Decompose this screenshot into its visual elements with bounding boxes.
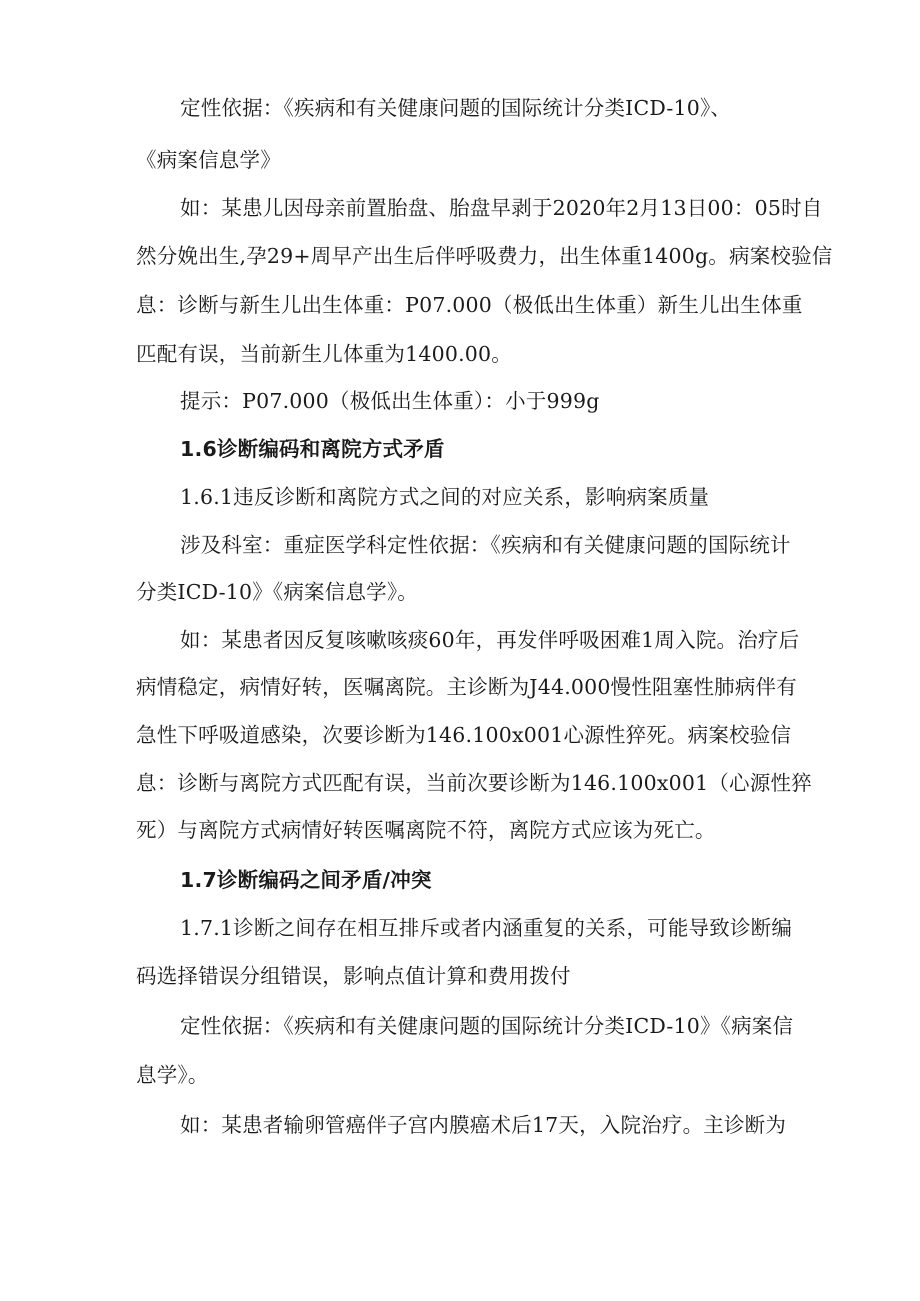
text-line-22: 如：某患者输卵管癌伴子宫内膜癌术后17天，入院治疗。主诊断为 [180,1113,787,1137]
text-line-14: 急性下呼吸道感染，次要诊断为146.100x001心源性猝死。病案校验信 [136,723,792,747]
text-line-12: 如：某患者因反复咳嗽咳痰60年，再发伴呼吸困难1周入院。治疗后 [180,628,800,652]
text-line-16: 死）与离院方式病情好转医嘱离院不符，离院方式应该为死亡。 [136,818,716,842]
text-line-1: 定性依据：《疾病和有关健康问题的国际统计分类ICD-10》、 [180,96,732,120]
text-line-2: 《病案信息学》 [136,148,281,172]
text-line-6: 匹配有误，当前新生儿体重为1400.00。 [136,342,512,366]
text-line-4: 然分娩出生,孕29+周早产出生后伴呼吸费力，出生体重1400g。病案校验信 [136,244,833,268]
text-line-21: 息学》。 [136,1063,209,1087]
text-line-5: 息：诊断与新生儿出生体重：P07.000（极低出生体重）新生儿出生体重 [136,293,803,317]
section-heading-1-7: 1.7诊断编码之间矛盾/冲突 [180,868,432,892]
text-line-11: 分类ICD-10》《病案信息学》。 [136,580,419,604]
text-line-7: 提示：P07.000（极低出生体重）：小于999g [180,389,600,413]
text-line-3: 如：某患儿因母亲前置胎盘、胎盘早剥于2020年2月13日00：05时自 [180,196,823,220]
text-line-15: 息：诊断与离院方式匹配有误，当前次要诊断为146.100x001（心源性猝 [136,771,812,795]
text-line-18: 1.7.1诊断之间存在相互排斥或者内涵重复的关系，可能导致诊断编 [180,916,793,940]
text-line-9: 1.6.1违反诊断和离院方式之间的对应关系，影响病案质量 [180,485,710,509]
section-heading-1-6: 1.6诊断编码和离院方式矛盾 [180,437,445,461]
text-line-20: 定性依据：《疾病和有关健康问题的国际统计分类ICD-10》《病案信 [180,1014,794,1038]
text-line-19: 码选择错误分组错误，影响点值计算和费用拨付 [136,964,571,988]
text-line-10: 涉及科室：重症医学科定性依据：《疾病和有关健康问题的国际统计 [180,533,791,557]
text-line-13: 病情稳定，病情好转，医嘱离院。主诊断为J44.000慢性阻塞性肺病伴有 [136,675,797,699]
